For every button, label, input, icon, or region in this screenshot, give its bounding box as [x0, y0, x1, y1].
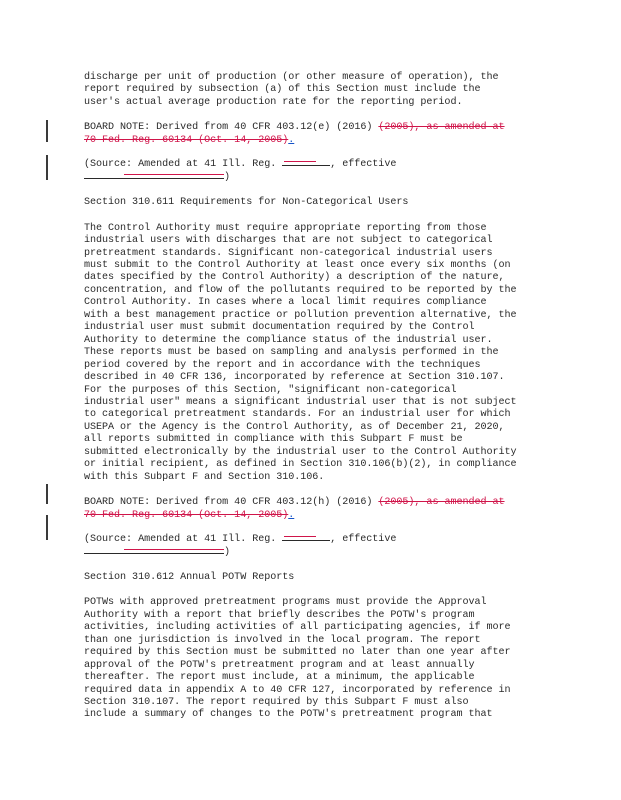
board-note-1 — [84, 122, 544, 147]
board-note-2-text: BOARD NOTE: Derived from 40 CFR 403.12(h) (2016) — [84, 497, 373, 509]
revision-bar — [46, 155, 48, 180]
deleted-text: 70 Fed. Reg. 60134 (Oct. 14, 2005) — [84, 134, 289, 146]
section-612-heading: Section 310.612 Annual POTW Reports — [84, 571, 295, 583]
source-note-2 — [84, 534, 544, 559]
source-note-1-middle: , effective — [330, 159, 397, 171]
section-311-611-heading: Section 310.611 Requirements for Non-Categorical Users — [84, 197, 409, 209]
intro-paragraph: discharge per unit of production (or other measure of operation), the report required by subsection (a) of this Section must include the user's actual average production rate for the reporting period. — [84, 72, 499, 108]
source-note-1-prefix: (Source: Amended at 41 Ill. Reg. — [84, 159, 283, 171]
source-note-1-end: ) — [224, 171, 231, 183]
inserted-period: . — [288, 134, 295, 146]
scan-smudge — [9, 14, 78, 71]
source-note-2-end: ) — [224, 546, 231, 558]
section-612-body: POTWs with approved pretreatment programs must provide the Approval Authority with a report that briefly describes the POTW's program activities, including activities of all participating agencies, if more than one jurisdiction is involved in the local program. The report required by this Section must be submitted no later than one year after approval of the POTW's pretreatment program and at least annually thereafter. The report must include, at a minimum, the applicable required data in appendix A to 40 CFR 127, incorporated by reference in Section 310.107. The report required by this Subpart F must also include a summary of changes to the POTW's pretreatment program that — [84, 597, 511, 721]
board-note-1-text: BOARD NOTE: Derived from 40 CFR 403.12(e) (2016) — [84, 122, 373, 134]
document-body — [84, 72, 544, 722]
revision-bar — [46, 515, 48, 540]
blank-field — [282, 165, 330, 166]
deleted-text: (2005), as amended at — [378, 122, 505, 134]
deleted-text: 70 Fed. Reg. 60134 (Oct. 14, 2005) — [84, 509, 289, 521]
source-note-2-prefix: (Source: Amended at 41 Ill. Reg. — [84, 534, 283, 546]
section-611-body: The Control Authority must require appropriate reporting from those industrial users with discharges that are not subject to categorical pretreatment standards. Significant non-categorical industrial users must submit to the Control Authority at least once every six months (on dates specified by the Control Authority) a description of the nature, concentration, and flow of the pollutants required to be reported by the Control Authority. In cases where a local limit requires compliance with a best management practice or pollution prevention alternative, the industrial user must submit documentation required by the Control Authority to determine the compliance status of the industrial user. These reports must be based on sampling and analysis performed in the period covered by the report and in accordance with the techniques described in 40 CFR 136, incorporated by reference at Section 310.107. For the purposes of this Section, "significant non-categorical industrial user" means a significant industrial user that is not subject to categorical pretreatment standards. For an industrial user for which USEPA or the Agency is the Control Authority, as of December 21, 2020, all reports submitted in compliance with this Subpart F must be submitted electronically by the industrial user to the Control Authority or initial recipient, as defined in Section 310.106(b)(2), in compliance with this Subpart F and Section 310.106. — [84, 222, 517, 483]
blank-field — [282, 540, 330, 541]
inserted-period: . — [288, 509, 295, 521]
deleted-text: (2005), as amended at — [378, 497, 505, 509]
source-note-2-middle: , effective — [330, 534, 397, 546]
blank-field — [84, 553, 224, 554]
blank-field — [84, 178, 224, 179]
source-note-1 — [84, 159, 544, 184]
revision-bar — [46, 484, 48, 504]
board-note-2 — [84, 497, 544, 522]
revision-bar — [46, 120, 48, 142]
